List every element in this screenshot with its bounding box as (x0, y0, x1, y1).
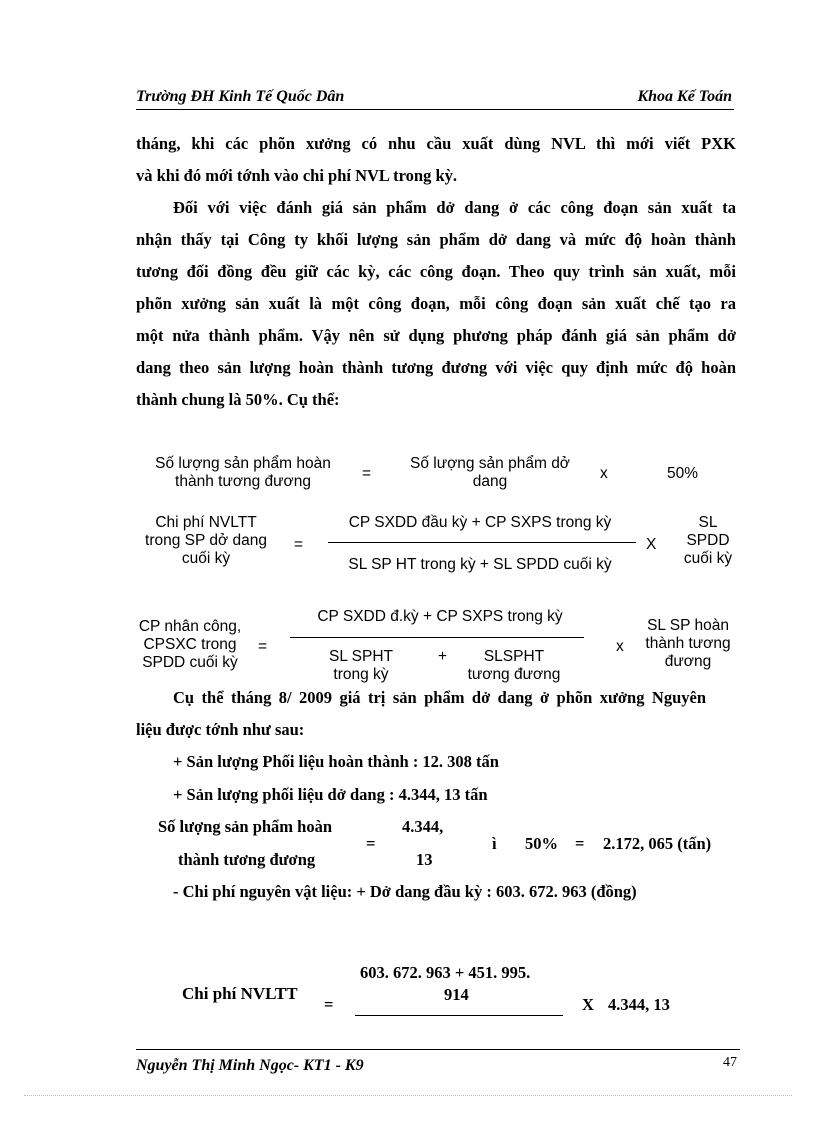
formula3-fraction-bar (290, 637, 584, 638)
calc1-percent: 50% (525, 834, 558, 853)
bullet-completed-output: + Sản lượng Phối liệu hoàn thành : 12. 308 tấn (173, 752, 499, 771)
paragraph-line: tháng, khi các phõn xưởng có nhu cầu xuất dùng NVL thì mới viết PXK (136, 134, 736, 153)
formula3-plus: + (438, 648, 448, 665)
formula3-times: x (616, 638, 624, 655)
calc1-lhs-line1: Số lượng sản phẩm hoàn (158, 817, 333, 836)
paragraph-line: nhận thấy tại Công ty khối lượng sản phẩm dở dang và mức độ hoàn thành (136, 230, 736, 249)
paragraph-line: Cụ thể tháng 8/ 2009 giá trị sản phẩm dở dang ở phõn xưởng Nguyên (173, 688, 706, 707)
paragraph-line: liệu được tớnh như sau: (136, 720, 305, 739)
formula3-denominator-a: SL SPHT trong kỳ (328, 648, 394, 683)
footer-rule (136, 1049, 740, 1050)
header-school: Trường ĐH Kinh Tế Quốc Dân (136, 88, 345, 105)
formula1-percent: 50% (667, 465, 699, 482)
calc2-equals: = (324, 995, 334, 1014)
material-cost-line: - Chi phí nguyên vật liệu: + Dở dang đầu kỳ : 603. 672. 963 (đồng) (173, 882, 637, 901)
formula3-rhs: SL SP hoàn thành tương đương (645, 617, 731, 670)
formula1-times: x (600, 465, 608, 482)
calc2-quantity: 4.344, 13 (608, 995, 670, 1014)
calc2-times: X (582, 995, 594, 1014)
formula3-equals: = (258, 638, 268, 655)
paragraph-line: phõn xưởng sản xuất là một công đoạn, mỗi công đoạn sản xuất chế tạo ra (136, 294, 736, 313)
formula3-lhs: CP nhân công, CPSXC trong SPDD cuối kỳ (138, 618, 242, 671)
calc1-times-symbol: ì (492, 834, 497, 853)
formula2-denominator: SL SP HT trong kỳ + SL SPDD cuối kỳ (348, 556, 612, 573)
page-number: 47 (723, 1055, 737, 1070)
calc2-lhs: Chi phí NVLTT (182, 984, 298, 1003)
calc1-value-part2: 13 (416, 850, 433, 869)
calc1-value-part1: 4.344, (402, 817, 444, 836)
bottom-dotted-border (24, 1095, 792, 1096)
paragraph-line: Đối với việc đánh giá sản phẩm dở dang ở các công đoạn sản xuất ta (173, 198, 736, 217)
formula2-lhs: Chi phí NVLTT trong SP dở dang cuối kỳ (145, 514, 267, 567)
formula1-lhs: Số lượng sản phẩm hoàn thành tương đương (155, 455, 331, 490)
calc1-equals: = (366, 834, 376, 853)
paragraph-line: tương đối đồng đều giữ các kỳ, các công đoạn. Theo quy trình sản xuất, mỗi (136, 262, 736, 281)
formula1-equals: = (362, 465, 372, 482)
formula1-mid: Số lượng sản phẩm dở dang (410, 455, 570, 490)
calc2-numerator-line2: 914 (444, 985, 469, 1004)
formula2-rhs: SL SPDD cuối kỳ (683, 514, 733, 567)
header-faculty: Khoa Kế Toán (637, 88, 732, 105)
formula2-numerator: CP SXDD đầu kỳ + CP SXPS trong kỳ (348, 514, 612, 531)
formula2-times: X (646, 536, 657, 553)
formula3-denominator-b: SLSPHT tương đương (467, 648, 561, 683)
formula3-numerator: CP SXDD đ.kỳ + CP SXPS trong kỳ (317, 608, 563, 625)
bullet-wip-output: + Sản lượng phối liệu dở dang : 4.344, 13 tấn (173, 785, 488, 804)
paragraph-line: dang theo sản lượng hoàn thành tương đương với việc quy định mức độ hoàn (136, 358, 736, 377)
paragraph-line: và khi đó mới tớnh vào chi phí NVL trong kỳ. (136, 166, 458, 185)
calc2-numerator-line1: 603. 672. 963 + 451. 995. (360, 963, 531, 982)
footer-author: Nguyễn Thị Minh Ngọc- KT1 - K9 (136, 1057, 364, 1074)
paragraph-line: một nửa thành phẩm. Vậy nên sử dụng phương pháp đánh giá sản phẩm dở (136, 326, 736, 345)
formula2-fraction-bar (328, 542, 636, 543)
formula2-equals: = (294, 536, 304, 553)
header-rule (136, 109, 734, 110)
paragraph-line: thành chung là 50%. Cụ thể: (136, 390, 340, 409)
calc1-result: 2.172, 065 (tấn) (603, 834, 712, 853)
calc1-equals-2: = (575, 834, 585, 853)
calc2-fraction-bar (355, 1015, 563, 1016)
calc1-lhs-line2: thành tương đương (178, 850, 316, 869)
